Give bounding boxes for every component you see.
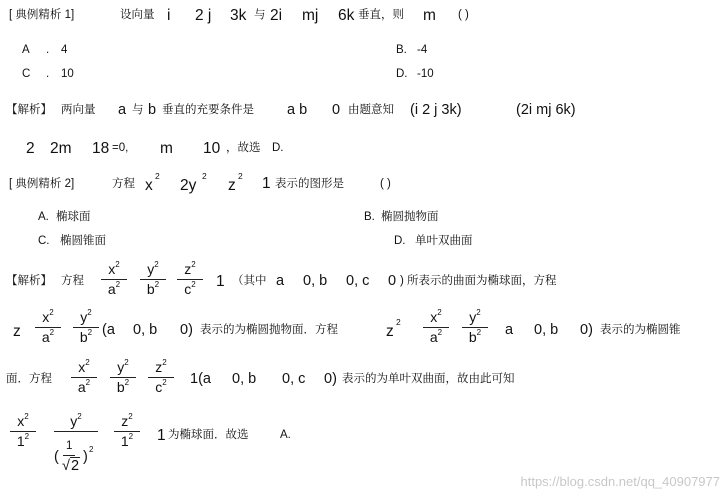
option-a-dot: . [46, 44, 50, 56]
sol-expr2: (2i mj 6k) [516, 102, 576, 118]
sol2-a: a [276, 273, 285, 289]
perp-text: 垂直，则 [358, 9, 404, 21]
line2-eq: =0, [112, 142, 129, 154]
l3-0close: 0) [324, 371, 337, 387]
option-c-letter: C [22, 68, 31, 80]
var-m: m [423, 7, 436, 24]
document-page: [ 典例精析 1] 设向量 i 2 j 3k 与 2i mj 6k 垂直，则 m ( ) A . 4 B. -4 C . 10 D. -10 【解析】 两向量 a 与 b 垂直的充要条件是 a b 0 由题意知 (i 2 j 3k) (2i mj 6k) 2 2m 18 =0, m 10 ，故选 D. [ 典例精析 2] 方程 x 2 2y 2 z 2 1 表示的图形是 ( ) A. 椭球面 B. 椭圆抛物面 C. 椭圆锥面 D. 单叶双曲面 【解析】 方程 $x^2$ $a^2$ $y^2$ $b^2$ $z^2$ $c^2$ 1 （其中 a 0, b 0, c 0 ) 所表示的曲面为椭球面，方程 z $x^2$ $a^2$ $y^2$ $b^2$ (a 0, b 0) 表示的为椭圆抛物面．方程 z 2 $x^2$ $a^2$ $y^2$ $b^2$ a 0, b 0) 表示的为椭圆锥 面．方程 $x^2$ $a^2$ $y^2$ $b^2$ $z^2$ $c^2$ 1(a 0, b 0, c 0) 表示的为单叶双曲面，故由此可知 $x^2$ $1^2$ $y^2$ ( 1 √2 ) 2 $z^2$ $1^2$ 1 为椭球面．故选 A. https://blog.csdn.net/qq_40907977 [6, 7, 720, 489]
answer-paren-2: ( ) [380, 178, 391, 190]
sol-a: a [118, 102, 127, 118]
l2-z2: z [386, 323, 394, 340]
eq-y-exp: 2 [202, 171, 207, 181]
sol2-close: ) [400, 275, 404, 287]
line2-10: 10 [203, 140, 221, 157]
option-a-value: 4 [61, 44, 68, 56]
example-1-header: [ 典例精析 1] [9, 9, 75, 21]
l2-0b-2: 0, b [534, 322, 559, 338]
l4-close-paren: ) [83, 449, 88, 465]
option-d-letter: D. [396, 68, 408, 80]
l3-0b: 0, b [232, 371, 257, 387]
sol-cond: 垂直的充要条件是 [162, 104, 254, 116]
solution-2-text: 方程 [61, 275, 84, 287]
l2-z2-exp: 2 [396, 317, 401, 327]
l2-z: z [13, 323, 21, 340]
ex2-option-a-letter: A. [38, 211, 49, 223]
sol-yu: 与 [132, 104, 144, 116]
l4-paren-exp: 2 [89, 445, 94, 454]
line2-choose: ，故选 [226, 142, 261, 154]
example-2-intro: 方程 [112, 178, 135, 190]
l2-result: 表示的为椭圆抛物面．方程 [200, 324, 338, 336]
l3-face: 面．方程 [6, 373, 52, 385]
line2-m: m [160, 140, 173, 157]
option-a-letter: A [22, 44, 30, 56]
sol2-0: 0 [388, 273, 397, 289]
sol-b: b [148, 102, 157, 118]
l2-a: a [505, 322, 514, 338]
l4-sqrt-sign: √2 [62, 458, 80, 474]
sol2-0b: 0, b [303, 273, 328, 289]
sol-zero: 0 [332, 102, 341, 118]
eq-2y: 2y [180, 177, 197, 194]
l2-0close-2: 0) [580, 322, 593, 338]
example-2-rest: 表示的图形是 [275, 178, 344, 190]
sol-expr1: (i 2 j 3k) [410, 102, 462, 118]
vec-6k: 6k [338, 7, 355, 24]
vec-3k: 3k [230, 7, 247, 24]
line2-2m: 2m [50, 140, 72, 157]
vec-mj: mj [302, 7, 319, 24]
eq-z-exp: 2 [238, 171, 243, 181]
eq-z: z [228, 177, 236, 194]
conj-with: 与 [254, 9, 266, 21]
l2-0close: 0) [180, 322, 193, 338]
line2-two: 2 [26, 140, 35, 157]
example-1-intro: 设向量 [120, 9, 155, 21]
l4-inner-bar [63, 455, 75, 456]
sol-cond2: 由题意知 [348, 104, 394, 116]
line2-18: 18 [92, 140, 110, 157]
answer-paren: ( ) [458, 9, 469, 21]
eq-x: x [145, 177, 153, 194]
ex2-option-c-value: 椭圆锥面 [60, 235, 106, 247]
l3-0c: 0, c [282, 371, 306, 387]
watermark: https://blog.csdn.net/qq_40907977 [520, 474, 720, 489]
vec-2j: 2 j [195, 7, 212, 24]
l2-result-2: 表示的为椭圆锥 [600, 324, 681, 336]
sol2-qz: （其中 [232, 275, 267, 287]
line2-answer: D. [272, 142, 284, 154]
ex2-option-d-letter: D. [394, 235, 406, 247]
l4-inner-one: 1 [66, 440, 73, 452]
option-c-value: 10 [61, 68, 74, 80]
option-c-dot: . [46, 68, 50, 80]
ex2-option-b-value: 椭圆抛物面 [381, 211, 439, 223]
sol2-one: 1 [216, 273, 225, 290]
solution-1-label: 【解析】 [6, 104, 52, 116]
sol2-0c: 0, c [346, 273, 370, 289]
ex2-option-d-value: 单叶双曲面 [415, 235, 473, 247]
ex2-option-c-letter: C. [38, 235, 50, 247]
sol-ab: a b [287, 102, 308, 118]
sol2-result1: 所表示的曲面为椭球面，方程 [407, 275, 557, 287]
l4-answer: A. [280, 429, 291, 441]
l3-1a: 1(a [190, 371, 211, 387]
option-d-value: -10 [417, 68, 434, 80]
solution-1-text: 两向量 [61, 104, 96, 116]
l4-one: 1 [157, 427, 166, 444]
solution-2-label: 【解析】 [6, 275, 52, 287]
option-b-letter: B. [396, 44, 407, 56]
l3-result: 表示的为单叶双曲面，故由此可知 [342, 373, 515, 385]
option-b-value: -4 [417, 44, 428, 56]
l4-sqrt-radicand: 2 [70, 458, 80, 474]
example-2-header: [ 典例精析 2] [9, 178, 75, 190]
vec-i: i [167, 7, 171, 24]
ex2-option-b-letter: B. [364, 211, 375, 223]
l4-open-paren: ( [54, 449, 59, 465]
ex2-option-a-value: 椭球面 [56, 211, 91, 223]
vec-2i: 2i [270, 7, 283, 24]
l2-pa: (a [102, 322, 115, 338]
eq-x-exp: 2 [155, 171, 160, 181]
l2-0b: 0, b [133, 322, 158, 338]
l4-result: 为椭球面．故选 [168, 429, 249, 441]
eq-one: 1 [262, 175, 271, 192]
